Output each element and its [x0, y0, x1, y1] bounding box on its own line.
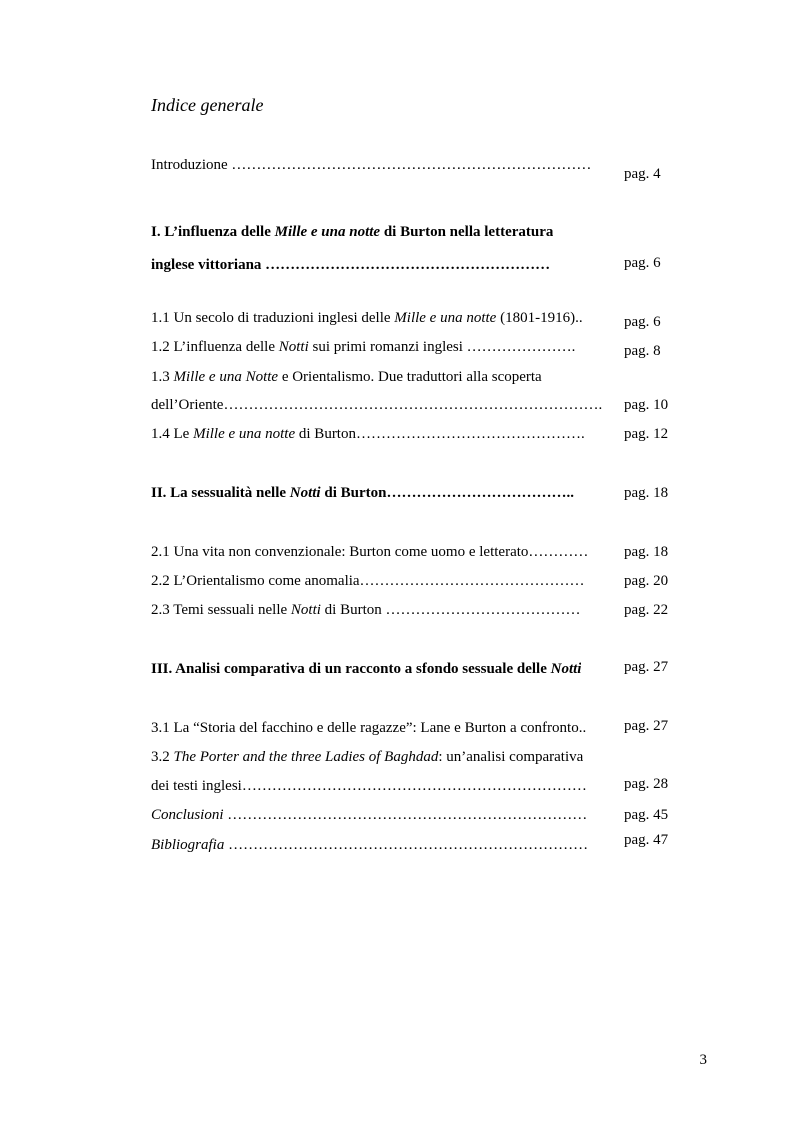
toc-page-conclusioni: pag. 45	[624, 807, 669, 823]
page-number: 3	[699, 1052, 707, 1068]
toc-section-3-2-line2: dei testi inglesi……………………………………………………………	[151, 779, 587, 794]
chapter-title-italic: Mille e una notte	[274, 225, 381, 240]
section-text: 2.3 Temi sessuali nelle	[151, 603, 291, 618]
section-text: 1.2 L’influenza delle	[151, 340, 279, 355]
leader-dots: …………………………………………………	[265, 258, 551, 273]
leader-dots: ………………………………………………………………	[228, 838, 589, 853]
chapter-text: III. Analisi comparativa di un racconto a sfondo sessuale delle	[151, 662, 551, 677]
toc-page-ch2: pag. 18	[624, 485, 669, 501]
toc-page-1-1: pag. 6	[624, 314, 661, 330]
section-text: 3.2	[151, 750, 174, 765]
section-text: (1801-1916)..	[496, 311, 583, 326]
toc-entry-intro	[151, 158, 591, 173]
section-text: di Burton …………………………………	[320, 603, 581, 618]
toc-section-3-2-line1	[151, 750, 583, 765]
entry-label: Conclusioni	[151, 808, 228, 823]
toc-page-2-3: pag. 22	[624, 602, 669, 618]
section-text: sui primi romanzi inglesi ………………….	[308, 340, 576, 355]
section-title-italic: Notti	[278, 340, 309, 355]
toc-chapter-2	[151, 486, 574, 501]
toc-section-1-3-line2: dell’Oriente………………………………………………………………….	[151, 398, 603, 413]
section-text: 1.1 Un secolo di traduzioni inglesi delle	[151, 311, 395, 326]
section-title-italic: Mille e una notte	[193, 427, 296, 442]
toc-entry-bibliografia	[151, 838, 588, 853]
chapter-text: II. La sessualità nelle	[151, 486, 290, 501]
section-title-italic: The Porter and the three Ladies of Baghdad	[173, 750, 439, 765]
toc-page-bibliografia: pag. 47	[624, 832, 669, 848]
chapter-text: di Burton………………………………..	[320, 486, 574, 501]
leader-dots: ………………………………………………………………	[231, 158, 592, 173]
section-text: e Orientalismo. Due traduttori alla scoperta	[278, 370, 542, 385]
toc-page-1-2: pag. 8	[624, 343, 661, 359]
section-title-italic: Notti	[290, 603, 321, 618]
chapter-title-italic: Notti	[289, 486, 321, 501]
toc-section-1-2	[151, 340, 575, 355]
chapter-text: I. L’influenza delle	[151, 225, 275, 240]
leader-dots: ………………………………………………………………	[227, 808, 588, 823]
entry-label: Introduzione	[151, 158, 232, 173]
toc-section-2-2: 2.2 L’Orientalismo come anomalia………………………………………	[151, 574, 585, 589]
toc-page-2-2: pag. 20	[624, 573, 669, 589]
toc-section-2-1: 2.1 Una vita non convenzionale: Burton come uomo e letterato…………	[151, 545, 589, 560]
section-title-italic: Mille e una notte	[394, 311, 497, 326]
toc-page-ch3: pag. 27	[624, 659, 669, 675]
chapter-title-italic: Notti	[550, 662, 582, 677]
section-text: 1.4 Le	[151, 427, 194, 442]
toc-title: Indice generale	[151, 95, 264, 115]
toc-section-3-1: 3.1 La “Storia del facchino e delle ragazze”: Lane e Burton a confronto..	[151, 721, 587, 736]
section-text: di Burton……………………………………….	[295, 427, 585, 442]
toc-chapter-3	[151, 662, 581, 677]
toc-section-1-3-line1	[151, 370, 542, 385]
toc-section-1-4	[151, 427, 585, 442]
toc-chapter-1-line2	[151, 258, 550, 273]
toc-page-ch1: pag. 6	[624, 255, 661, 271]
toc-section-1-1	[151, 311, 583, 326]
section-text: : un’analisi comparativa	[438, 750, 584, 765]
toc-page-3-2: pag. 28	[624, 776, 669, 792]
toc-entry-conclusioni	[151, 808, 587, 823]
entry-label: Bibliografia	[151, 838, 229, 853]
chapter-text: di Burton nella letteratura	[380, 225, 554, 240]
section-title-italic: Mille e una Notte	[173, 370, 279, 385]
toc-page-2-1: pag. 18	[624, 544, 669, 560]
toc-page-1-4: pag. 12	[624, 426, 669, 442]
chapter-text: inglese vittoriana	[151, 258, 266, 273]
toc-page-intro: pag. 4	[624, 166, 661, 182]
toc-page-1-3: pag. 10	[624, 397, 669, 413]
section-text: 1.3	[151, 370, 174, 385]
toc-section-2-3	[151, 603, 581, 618]
toc-page-3-1: pag. 27	[624, 718, 669, 734]
toc-chapter-1-line1	[151, 225, 553, 240]
